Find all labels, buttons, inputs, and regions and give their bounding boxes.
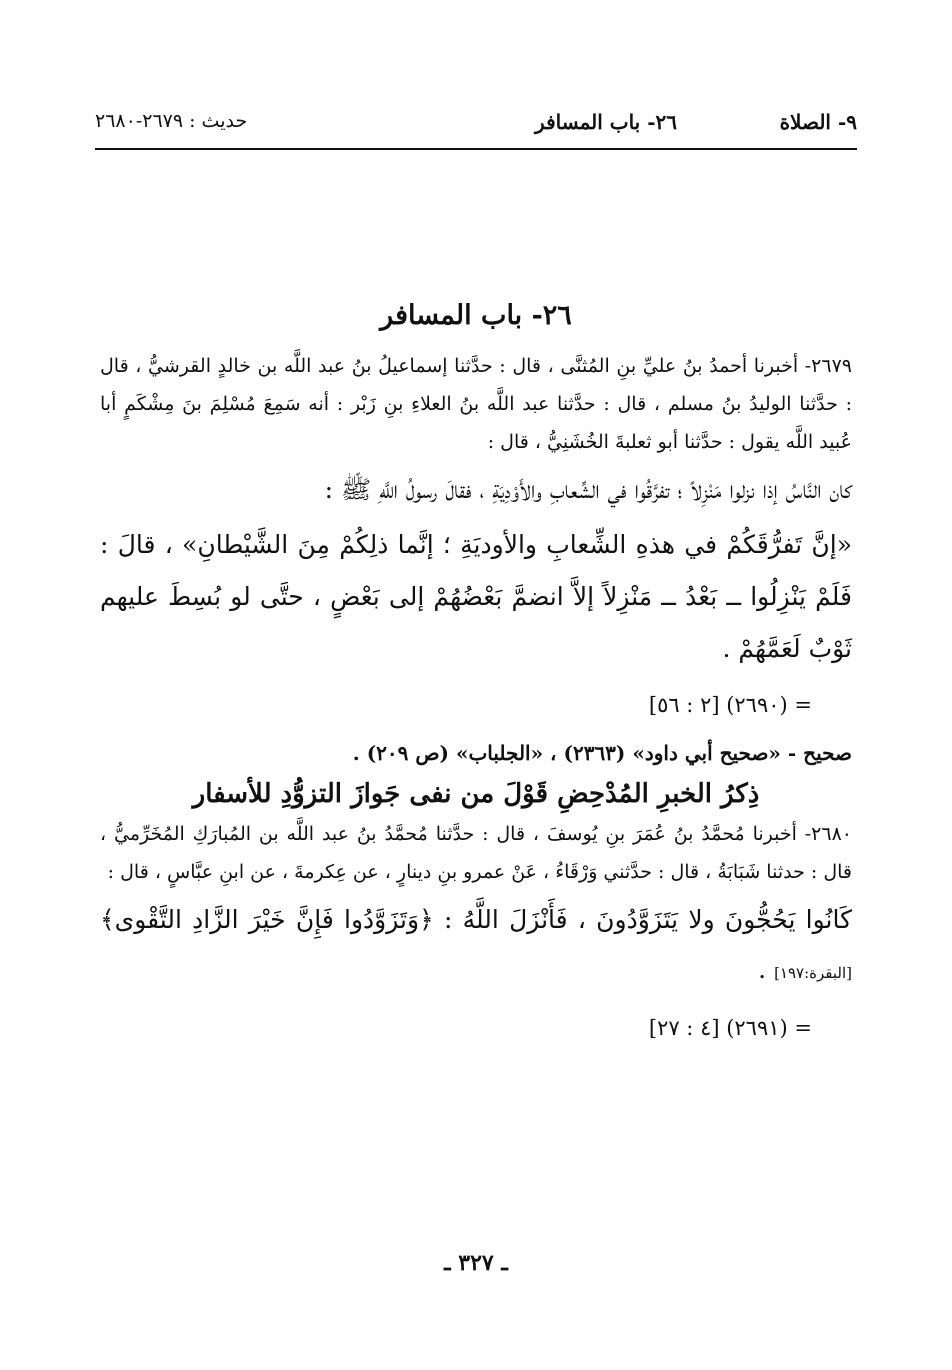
hadith-2679-grade: صحيح - «صحيح أبي داود» (٢٣٦٣) ، «الجلباب» (ص ٢٠٩) . — [352, 741, 852, 765]
header-hadith-range: حديث : ٢٦٧٩-٢٦٨٠ — [95, 110, 248, 132]
hadith-2680-matn — [100, 895, 852, 998]
hadith-2680-isnad: ٢٦٨٠- أخبرنا مُحمَّدُ بنُ عُمَرَ بنِ يُوسفَ ، قال : حدَّثنا مُحمَّدُ بنُ عبد اللَّه بن المُبارَكِ المُخَرِّميُّ ، قال : حدثنا شَبَابَةُ ، قال : حدَّثني وَرْقَاءُ ، عَنْ عمرو بنِ دينارٍ ، عن عِكرمةَ ، عن ابنِ عبَّاسٍ ، قال : — [100, 823, 852, 883]
page-number: ـ ٣٢٧ ـ — [444, 1250, 508, 1276]
header-bab: ٢٦- باب المسافر — [535, 110, 677, 134]
matn-end: . — [758, 955, 775, 984]
running-header — [95, 110, 857, 140]
header-rule — [95, 148, 857, 150]
hadith-2679-text: «إنَّ تَفرُّقَكُمْ في هذهِ الشِّعابِ والأوديَةِ ؛ إنَّما ذلِكُمْ مِنَ الشَّيْطانِ» ، قالَ : فَلَمْ يَنْزِلُوا ــ بَعْدُ ــ مَنْزِلاً إلاَّ انضمَّ بَعْضُهُمْ إلى بَعْضٍ ، حتَّى لو بُسِطَ عليهم ثَوْبٌ لَعَمَّهُمْ . — [100, 530, 852, 663]
hadith-2680-matn-text: كَانُوا يَحُجُّونَ ولا يَتَزَوَّدُونَ ، فَأَنْزَلَ اللَّهُ : ﴿وَتَزَوَّدُوا فَإِنَّ خَيْرَ الزَّادِ التَّقْوى﴾ — [100, 905, 852, 934]
section-title: ٢٦- باب المسافر — [380, 300, 572, 331]
page-body — [100, 300, 852, 1048]
subsection-title: ذِكرُ الخبرِ المُدْحِضِ قَوْلَ من نفى جَوازَ التزوُّدِ للأسفار — [192, 779, 760, 809]
hadith-2679-reference: = (٢٦٩٠) [٢ : ٥٦] — [648, 693, 812, 717]
quran-reference: [البقرة:١٩٧] — [774, 964, 852, 982]
hadith-2679-intro: كان النَّاسُ إذا نزلوا مَنْزِلاً ؛ تفرَّقُوا في الشِّعابِ والأَوْدِيَةِ ، فقالَ رسولُ اللَّهِ ﷺ : — [324, 475, 852, 504]
hadith-2679-isnad: ٢٦٧٩- أخبرنا أحمدُ بنُ عليِّ بنِ المُثنَّى ، قال : حدَّثنا إسماعيلُ بنُ عبد اللَّه بن خالدٍ القرشيُّ ، قال : حدَّثنا الوليدُ بنُ مسلم ، قال : حدَّثنا عبد اللَّه بنُ العلاءِ بنِ زَبْر : أنه سَمِعَ مُسْلِمَ بنَ مِشْكَمٍ أبا عُبيد اللَّه يقول : حدَّثنا أبو ثعلبةَ الخُشَنِيُّ ، قال : — [100, 355, 852, 453]
hadith-2680-reference: = (٢٦٩١) [٤ : ٢٧] — [648, 1016, 812, 1040]
header-chapter: ٩- الصلاة — [779, 110, 857, 134]
